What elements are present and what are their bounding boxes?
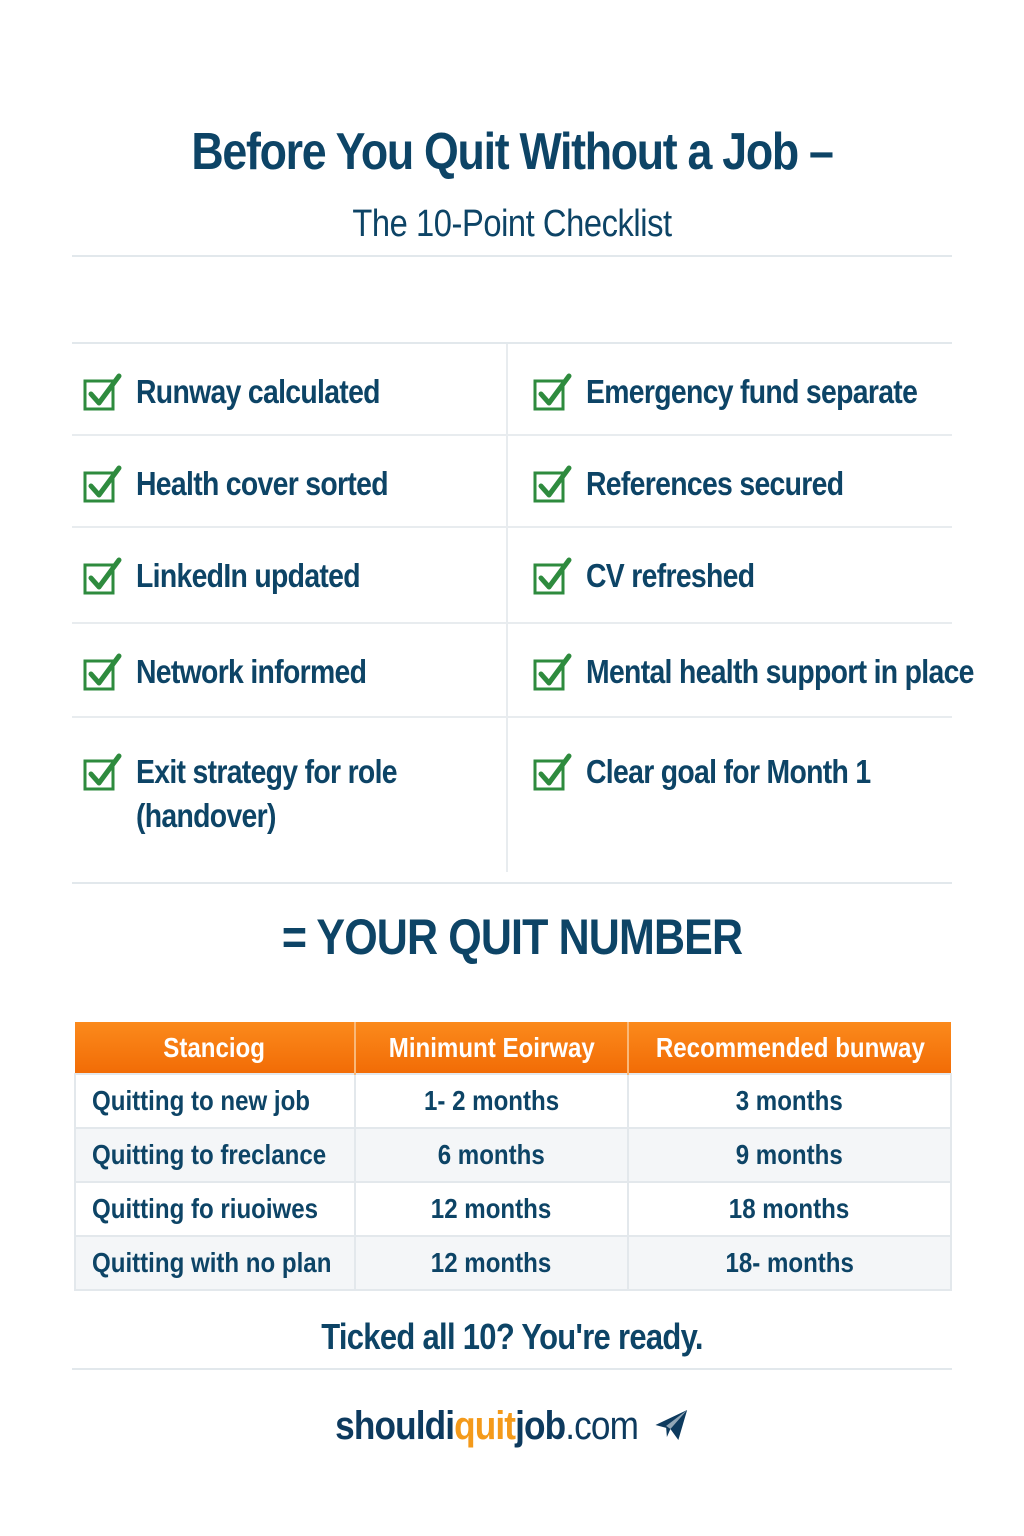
checklist-item	[532, 624, 974, 716]
table-cell: 18 months	[628, 1182, 951, 1236]
brand-link[interactable]	[0, 1404, 1024, 1449]
table-row	[75, 1074, 951, 1128]
table-cell: 3 months	[628, 1074, 951, 1128]
checkbox-tick-icon	[532, 372, 574, 414]
checkbox-tick-icon	[532, 464, 574, 506]
checklist-row	[72, 624, 974, 718]
checkbox-tick-icon	[82, 752, 124, 794]
checklist-item-label: Network informed	[136, 653, 367, 690]
table-cell: Quitting with no plan	[75, 1236, 355, 1290]
paper-plane-icon	[654, 1407, 689, 1443]
table-header-cell: Recommended bunway	[628, 1022, 951, 1074]
checklist-item	[82, 344, 502, 434]
table-cell: 6 months	[355, 1128, 628, 1182]
checklist-item-label: Mental health support in place	[586, 653, 974, 690]
table-cell: 18- months	[628, 1236, 951, 1290]
checklist-item-label: Exit strategy for role (handover)	[136, 753, 397, 834]
brand-accent: quit	[453, 1404, 515, 1448]
runway-table	[74, 1022, 952, 1291]
checkbox-tick-icon	[82, 652, 124, 694]
table-cell: 12 months	[355, 1182, 628, 1236]
page-subtitle: The 10-Point Checklist	[352, 203, 672, 245]
checklist-item-label: Health cover sorted	[136, 465, 388, 502]
brand-part: shouldi	[334, 1404, 454, 1448]
table-row	[75, 1236, 951, 1290]
checkbox-tick-icon	[532, 556, 574, 598]
checkbox-tick-icon	[532, 752, 574, 794]
checklist-item	[82, 436, 502, 526]
table-cell: 9 months	[628, 1128, 951, 1182]
checklist-row	[72, 528, 952, 624]
checkbox-tick-icon	[82, 556, 124, 598]
tagline: Ticked all 10? You're ready.	[321, 1316, 703, 1357]
checkbox-tick-icon	[82, 464, 124, 506]
table-cell: Quitting to freclance	[75, 1128, 355, 1182]
brand-part: job	[514, 1404, 566, 1448]
checklist-item	[82, 528, 502, 622]
footer-divider	[72, 1368, 952, 1370]
checklist-item	[532, 718, 952, 882]
table-header-cell: Stanciog	[75, 1022, 355, 1074]
checklist-item	[82, 718, 502, 882]
header-divider	[72, 255, 952, 257]
checklist-item-label: LinkedIn updated	[136, 557, 360, 594]
checklist-item	[532, 528, 952, 622]
checklist-row	[72, 718, 952, 884]
checklist-item-label: Runway calculated	[136, 373, 380, 410]
checklist-row	[72, 436, 952, 528]
table-row	[75, 1182, 951, 1236]
table-cell: 1- 2 months	[355, 1074, 628, 1128]
table-row	[75, 1128, 951, 1182]
table-header-row	[75, 1022, 951, 1074]
checklist-item-label: CV refreshed	[586, 557, 755, 594]
brand-domain: .com	[565, 1404, 638, 1448]
checklist-row	[72, 344, 952, 436]
table-header-cell: Minimunt Eoirway	[355, 1022, 628, 1074]
checklist-grid	[72, 342, 974, 870]
checkbox-tick-icon	[532, 652, 574, 694]
checklist-item	[532, 344, 952, 434]
table-cell: Quitting fo riuoiwes	[75, 1182, 355, 1236]
checklist-item-label: Clear goal for Month 1	[586, 753, 871, 790]
checklist-item	[82, 624, 502, 716]
checklist-item-label: Emergency fund separate	[586, 373, 918, 410]
table-cell: 12 months	[355, 1236, 628, 1290]
checkbox-tick-icon	[82, 372, 124, 414]
table-cell: Quitting to new job	[75, 1074, 355, 1128]
checklist-item-label: References secured	[586, 465, 844, 502]
quit-number-heading: = YOUR QUIT NUMBER	[281, 909, 743, 965]
page-title: Before You Quit Without a Job –	[191, 123, 833, 181]
checklist-item	[532, 436, 952, 526]
